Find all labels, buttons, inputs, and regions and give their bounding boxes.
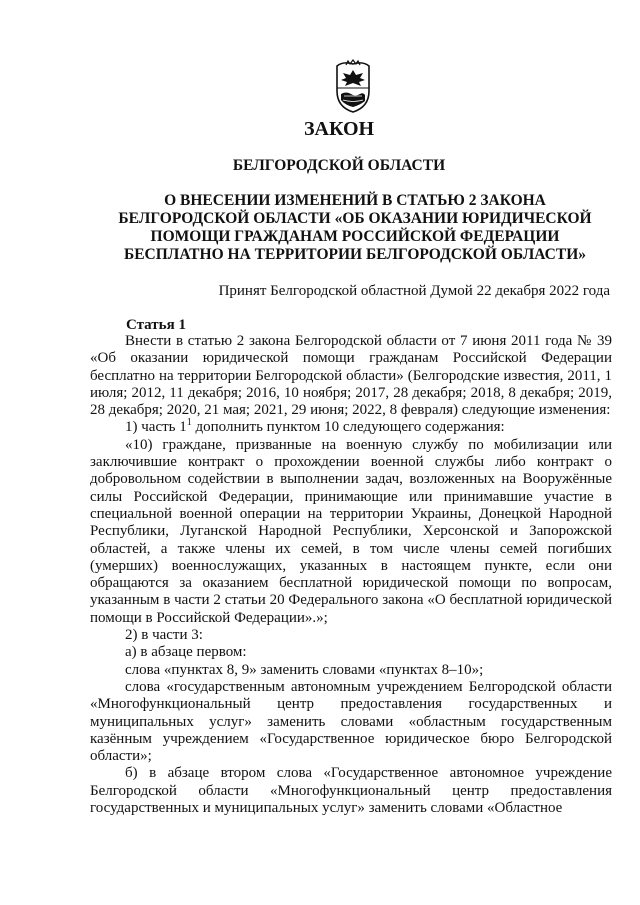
paragraph: 2) в части 3:	[125, 627, 203, 644]
paragraph: «10) граждане, призванные на военную службу по мобилизации или заключившие контракт о прохождении военной службы либо контракт о добровольном содействии в выполнении задач, возложенных на Вооружённые силы Российской Федерации, принимающие или принимавшие участие в специальной военной операции на территории Украины, Донецкой Народной Республики, Луганской Народной Республики, Херсонской и Запорожской областей, а также члены их семей, в том числе члены семей погибших (умерших) военнослужащих, указанных в настоящем пункте, если они обращаются за оказанием бесплатной юридической помощи по вопросам, указанным в части 2 статьи 20 Федерального закона «О бесплатной юридической помощи в Российской Федерации».»;	[90, 436, 612, 626]
document-title: ЗАКОН	[303, 118, 375, 140]
paragraph: слова «государственным автономным учреждением Белгородской области «Многофункциональный центр предоставления государственных и муниципальных услуг» заменить словами «областным государственным казённым учреждением «Государственное юридическое бюро Белгородской области»;	[90, 678, 612, 765]
adoption-line: Принят Белгородской областной Думой 22 декабря 2022 года	[218, 283, 610, 299]
paragraph: Внести в статью 2 закона Белгородской области от 7 июня 2011 года № 39 «Об оказании юридической помощи гражданам Российской Федерации бесплатно на территории Белгородской области» (Белгородские известия, 2011, 1 июля; 2012, 11 декабря; 2016, 10 ноября; 2017, 28 декабря; 2018, 8 декабря; 2019, 28 декабря; 2020, 21 мая; 2021, 29 июня; 2022, 8 февраля) следующие изменения:	[90, 333, 612, 419]
document-subtitle: БЕЛГОРОДСКОЙ ОБЛАСТИ	[232, 157, 446, 174]
superscript: 1	[186, 417, 192, 429]
paragraph-text: 1) часть 1	[125, 419, 187, 436]
paragraph: слова «пунктах 8, 9» заменить словами «пунктах 8–10»;	[125, 661, 484, 678]
article-title: Статья 1	[126, 317, 186, 333]
paragraph: б) в абзаце втором слова «Государственное автономное учреждение Белгородской области «Многофункциональный центр предоставления государственных и муниципальных услуг» заменить словами «Областное	[90, 765, 612, 817]
document-body	[90, 333, 612, 817]
coat-of-arms-icon	[330, 58, 376, 114]
paragraph-text: дополнить пунктом 10 следующего содержания:	[191, 419, 505, 436]
paragraph: а) в абзаце первом:	[125, 644, 247, 661]
paragraph	[90, 419, 612, 436]
law-heading: О ВНЕСЕНИИ ИЗМЕНЕНИЙ В СТАТЬЮ 2 ЗАКОНА БЕЛГОРОДСКОЙ ОБЛАСТИ «ОБ ОКАЗАНИИ ЮРИДИЧЕСКОЙ ПОМОЩИ ГРАЖДАНАМ РОССИЙСКОЙ ФЕДЕРАЦИИ БЕСПЛАТНО НА ТЕРРИТОРИИ БЕЛГОРОДСКОЙ ОБЛАСТИ»	[118, 192, 592, 263]
